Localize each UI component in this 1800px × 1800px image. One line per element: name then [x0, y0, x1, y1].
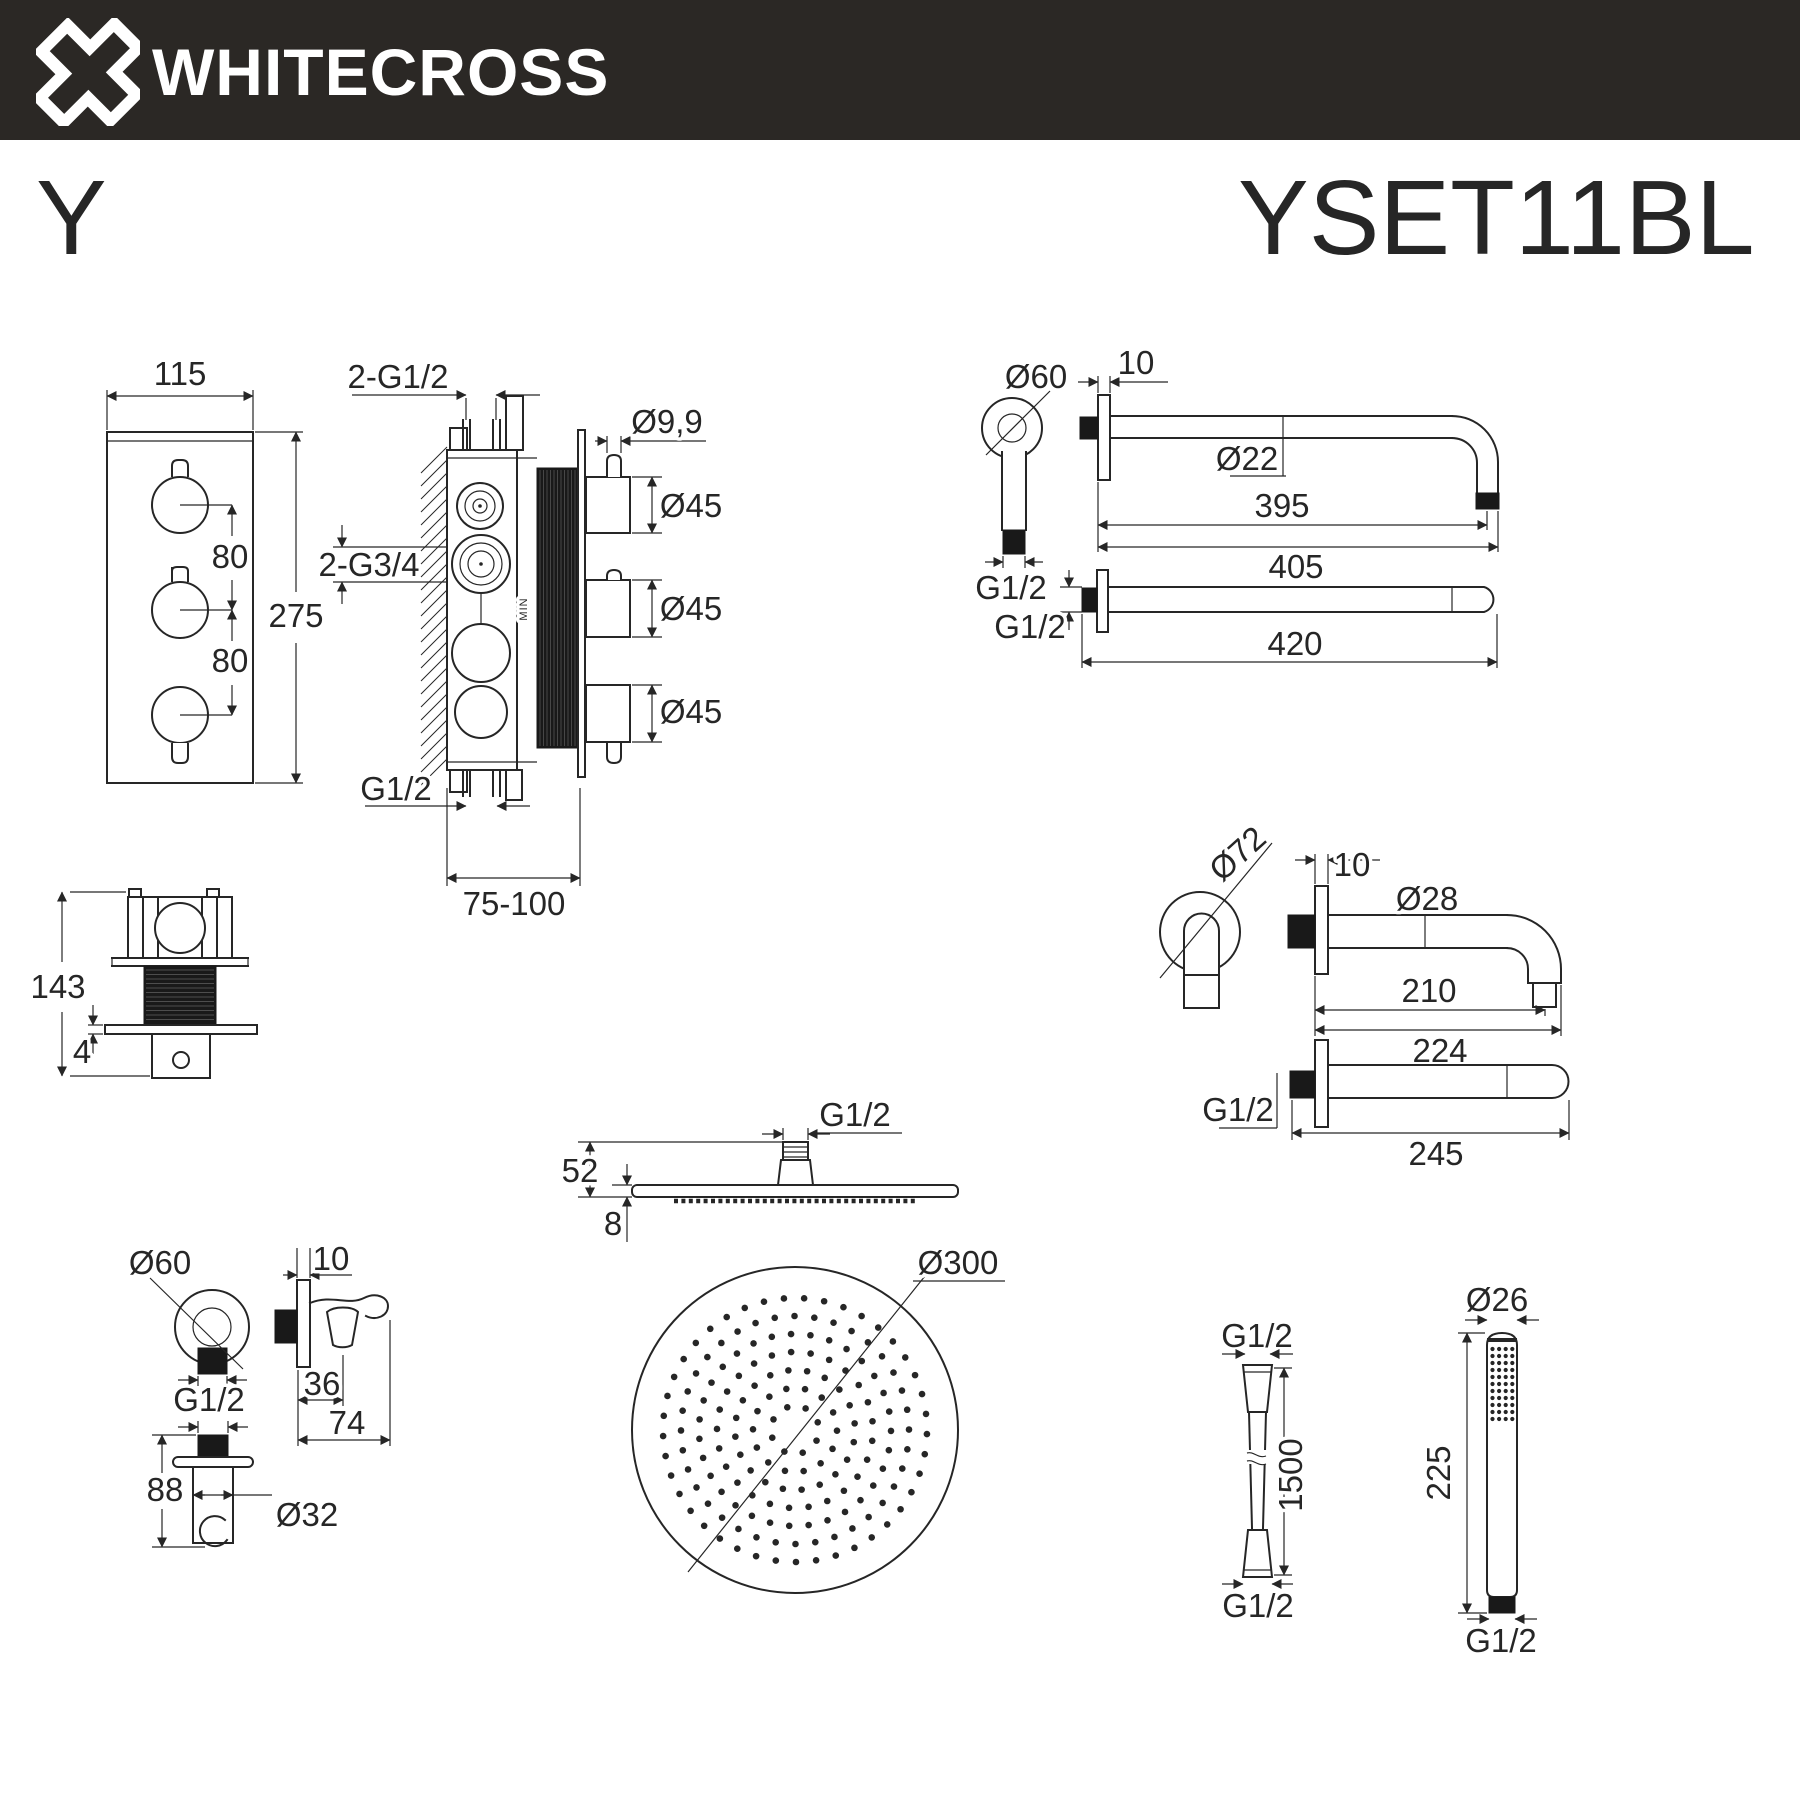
dim-arm-total: 405: [1268, 548, 1324, 585]
series-title: Y: [36, 159, 107, 277]
dim-arm-straight-total: 420: [1267, 625, 1323, 662]
dim-outlet-depth: 74: [328, 1404, 366, 1441]
dim-head-disc: 8: [603, 1205, 623, 1242]
dim-spout-tube: Ø28: [1395, 880, 1459, 917]
dim-arm-tube: Ø22: [1215, 440, 1279, 477]
dim-handshower-head: Ø26: [1465, 1281, 1529, 1318]
dim-knob2-diameter: Ø45: [659, 590, 723, 627]
dim-outlet-thread: G1/2: [173, 1381, 245, 1418]
dim-mixer-height: 275: [268, 597, 324, 634]
shower-arm-views: [975, 344, 1499, 668]
dim-arm-to-bend: 395: [1254, 487, 1310, 524]
dim-spout-to-bend: 210: [1401, 972, 1457, 1009]
dim-handshower-thread: G1/2: [1465, 1622, 1537, 1659]
overhead-shower-views: [562, 1096, 1005, 1593]
dim-handshower-length: 225: [1420, 1445, 1457, 1501]
dim-spout-flange: Ø72: [1201, 818, 1273, 889]
dim-outlet-height: 88: [146, 1471, 184, 1508]
dim-pin-diameter: Ø9,9: [631, 403, 703, 440]
dim-spout-wall-gap: 10: [1333, 846, 1371, 883]
dim-spout2-thread: G1/2: [1202, 1091, 1274, 1128]
dim-mount-depth: 75-100: [462, 885, 566, 922]
whitecross-x-logo-icon: [36, 18, 140, 126]
dim-hose-thread-top: G1/2: [1221, 1317, 1293, 1354]
spout-views: [1160, 819, 1569, 1172]
brand-name: WHITECROSS: [152, 35, 610, 109]
header-bar: [0, 0, 1800, 140]
dim-side-ports: 2-G3/4: [318, 546, 420, 583]
hose-view: [1221, 1317, 1309, 1624]
mixer-section-view: [319, 358, 723, 922]
dim-outlet-flange: Ø60: [128, 1244, 192, 1281]
dim-arm-flange: Ø60: [1004, 358, 1068, 395]
dim-knob1-diameter: Ø45: [659, 487, 723, 524]
built-in-box-view: [30, 889, 257, 1078]
dim-spout-total: 224: [1412, 1032, 1468, 1069]
dim-spout-straight-total: 245: [1408, 1135, 1464, 1172]
dim-bottom-port: G1/2: [360, 770, 432, 807]
dim-knob-gap-2: 80: [211, 642, 249, 679]
dim-arm-wall-gap: 10: [1117, 344, 1155, 381]
dim-outlet-wall-gap: 10: [312, 1240, 350, 1277]
dim-arm2-thread: G1/2: [994, 608, 1066, 645]
dim-head-diameter: Ø300: [917, 1244, 999, 1281]
hand-shower-view: [1420, 1281, 1539, 1659]
dim-knob-gap-1: 80: [211, 538, 249, 575]
dim-box-height: 143: [30, 968, 86, 1005]
dim-knob3-diameter: Ø45: [659, 693, 723, 730]
dim-outlet-cup-offset: 36: [303, 1365, 341, 1402]
dim-hose-thread-bottom: G1/2: [1222, 1587, 1294, 1624]
min-marking: MIN: [518, 597, 530, 621]
dim-head-thread: G1/2: [819, 1096, 891, 1133]
dim-top-ports: 2-G1/2: [347, 358, 449, 395]
model-number: YSET11BL: [1238, 159, 1755, 277]
dim-arm-thread: G1/2: [975, 569, 1047, 606]
dim-plate-thickness: 4: [72, 1033, 92, 1070]
dim-hose-length: 1500: [1272, 1438, 1309, 1512]
dim-outlet-body: Ø32: [275, 1496, 339, 1533]
wall-outlet-views: [129, 1240, 390, 1547]
dim-mixer-width: 115: [153, 355, 207, 392]
mixer-front-view: [107, 355, 324, 783]
dim-head-height: 52: [561, 1152, 599, 1189]
brand-logo-row: [36, 18, 609, 126]
